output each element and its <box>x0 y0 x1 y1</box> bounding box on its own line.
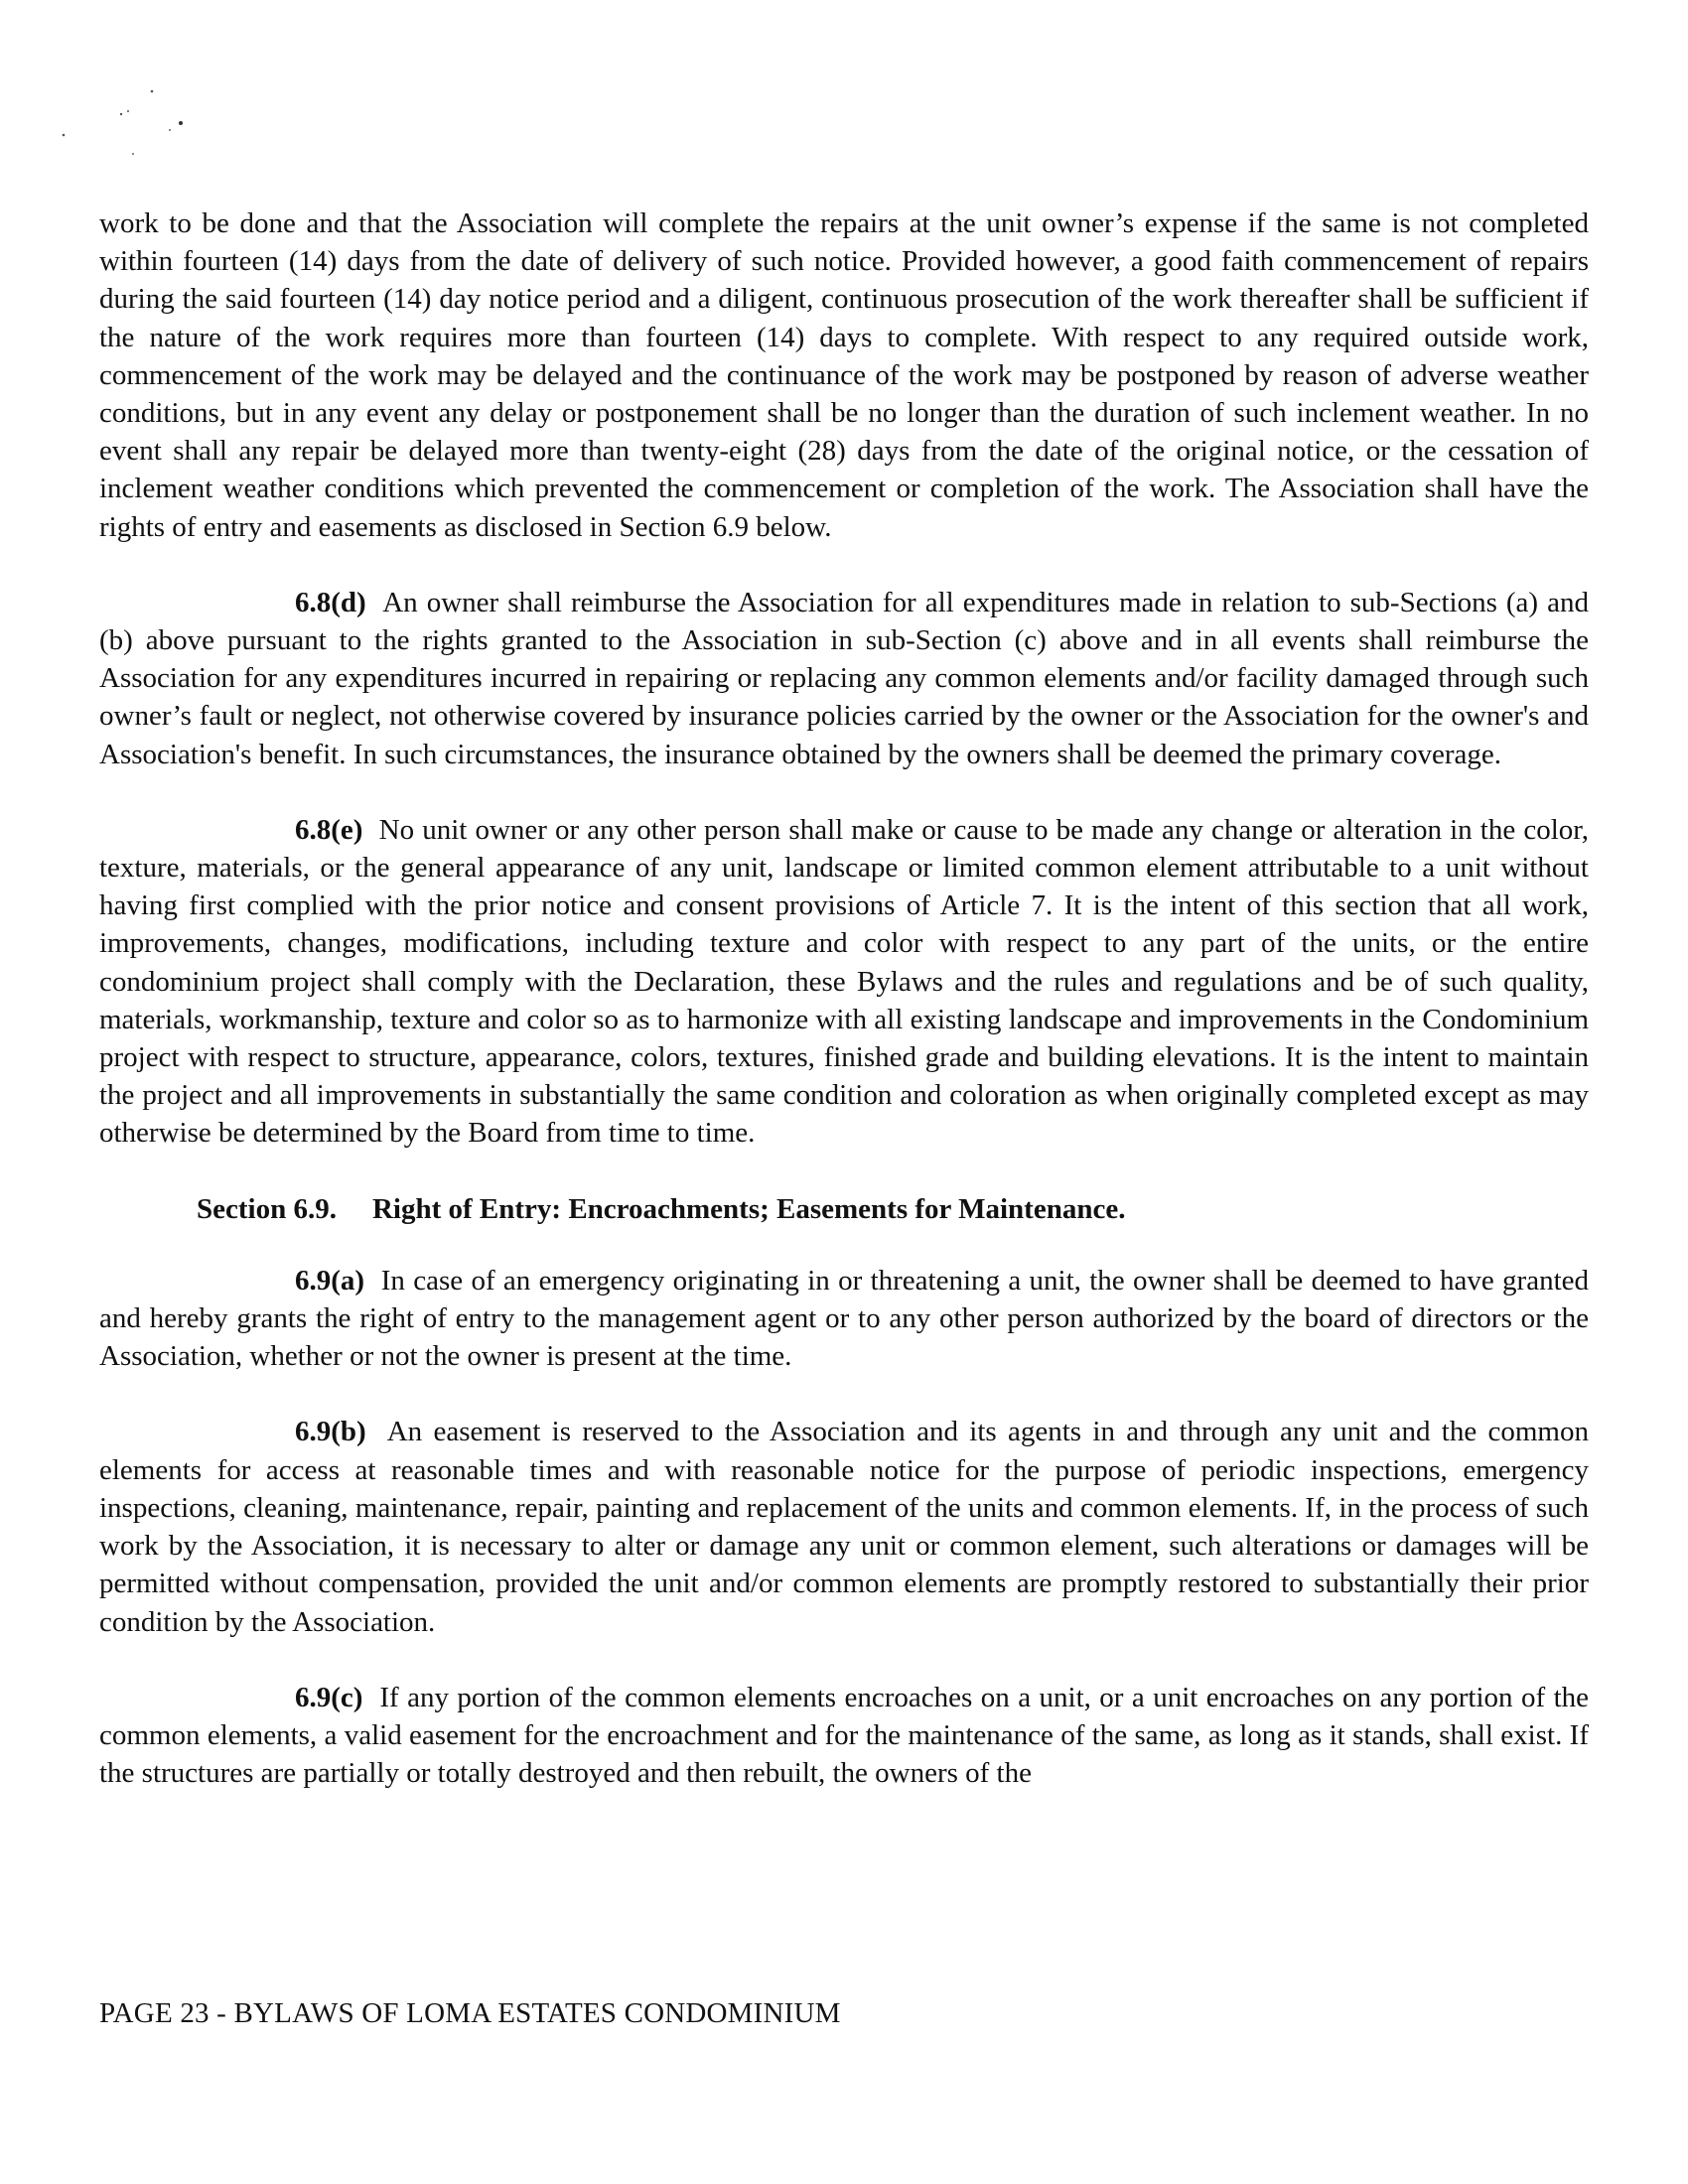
continuation-paragraph: work to be done and that the Association will complete the repairs at the unit owner’s expense if the same is not completed within fourteen (14) days from the date of delivery of such notice. Provided however, a good faith commencement of repairs during the said fourteen (14) day notice period and a diligent, continuous prosecution of the work thereafter shall be sufficient if the nature of the work requires more than fourteen (14) days to complete. With respect to any required outside work, commencement of the work may be delayed and the continuance of the work may be postponed by reason of adverse weather conditions, but in any event any delay or postponement shall be no longer than the duration of such inclement weather. In no event shall any repair be delayed more than twenty-eight (28) days from the date of the original notice, or the cessation of inclement weather conditions which prevented the commencement or completion of the work. The Association shall have the rights of entry and easements as disclosed in Section 6.9 below. <box>99 207 1589 543</box>
paragraph-6-9-c <box>99 1679 1589 1793</box>
section-label: Section 6.9. <box>197 1192 337 1225</box>
paragraph-6-8-e <box>99 811 1589 1153</box>
section-title: Right of Entry: Encroachments; Easements for Maintenance. <box>371 1192 1126 1225</box>
paragraph-number: 6.8(d) <box>295 586 366 618</box>
page-footer: PAGE 23 - BYLAWS OF LOMA ESTATES CONDOMINIUM <box>99 1997 841 2029</box>
paragraph-text: If any portion of the common elements encroaches on a unit, or a unit encroaches on any portion of the common elements, a valid easement for the encroachment and for the maintenance of the same, as long as it stands, shall exist. If the structures are partially or totally destroyed and then rebuilt, the owners of the <box>99 1681 1590 1790</box>
section-heading <box>99 1190 1589 1228</box>
paragraph-text: In case of an emergency originating in or threatening a unit, the owner shall be deemed to have granted and hereby grants the right of entry to the management agent or to any other person authorized by the board of directors or the Association, whether or not the owner is present at the time. <box>99 1264 1589 1373</box>
body-text <box>99 205 1589 1830</box>
paragraph-text: No unit owner or any other person shall make or cause to be made any change or alteration in the color, texture, materials, or the general appearance of any unit, landscape or limited common element attributable to a unit without having first complied with the prior notice and consent provisions of Article 7. It is the intent of this section that all work, improvements, changes, modifications, including texture and color with respect to any part of the units, or the entire condominium project shall comply with the Declaration, these Bylaws and the rules and regulations and be of such quality, materials, workmanship, texture and color so as to harmonize with all existing landscape and improvements in the Condominium project with respect to structure, appearance, colors, textures, finished grade and building elevations. It is the intent to maintain the project and all improvements in substantially the same condition and coloration as when originally completed except as may otherwise be determined by the Board from time to time. <box>99 813 1590 1150</box>
scan-specks <box>50 79 248 169</box>
paragraph-6-9-b <box>99 1413 1589 1640</box>
paragraph-6-9-a <box>99 1262 1589 1376</box>
paragraph-6-8-d <box>99 584 1589 773</box>
paragraph-text: An easement is reserved to the Association and its agents in and through any unit and the common elements for access at reasonable times and with reasonable notice for the purpose of periodic inspections, emergency inspections, cleaning, maintenance, repair, painting and replacement of the units and common elements. If, in the process of such work by the Association, it is necessary to alter or damage any unit or common element, such alterations or damages will be permitted without compensation, provided the unit and/or common elements are promptly restored to substantially their prior condition by the Association. <box>99 1416 1589 1638</box>
paragraph-number: 6.9(b) <box>295 1416 366 1448</box>
paragraph-number: 6.9(c) <box>295 1681 363 1713</box>
paragraph-number: 6.8(e) <box>295 813 363 846</box>
paragraph-number: 6.9(a) <box>295 1264 365 1297</box>
paragraph-text: An owner shall reimburse the Association for all expenditures made in relation to sub-Sections (a) and (b) above pursuant to the rights granted to the Association in sub-Section (c) above and in all events shall reimburse the Association for any expenditures incurred in repairing or replacing any common elements and/or facility damaged through such owner’s fault or neglect, not otherwise covered by insurance policies carried by the owner or the Association for the owner's and Association's benefit. In such circumstances, the insurance obtained by the owners shall be deemed the primary coverage. <box>99 586 1589 770</box>
